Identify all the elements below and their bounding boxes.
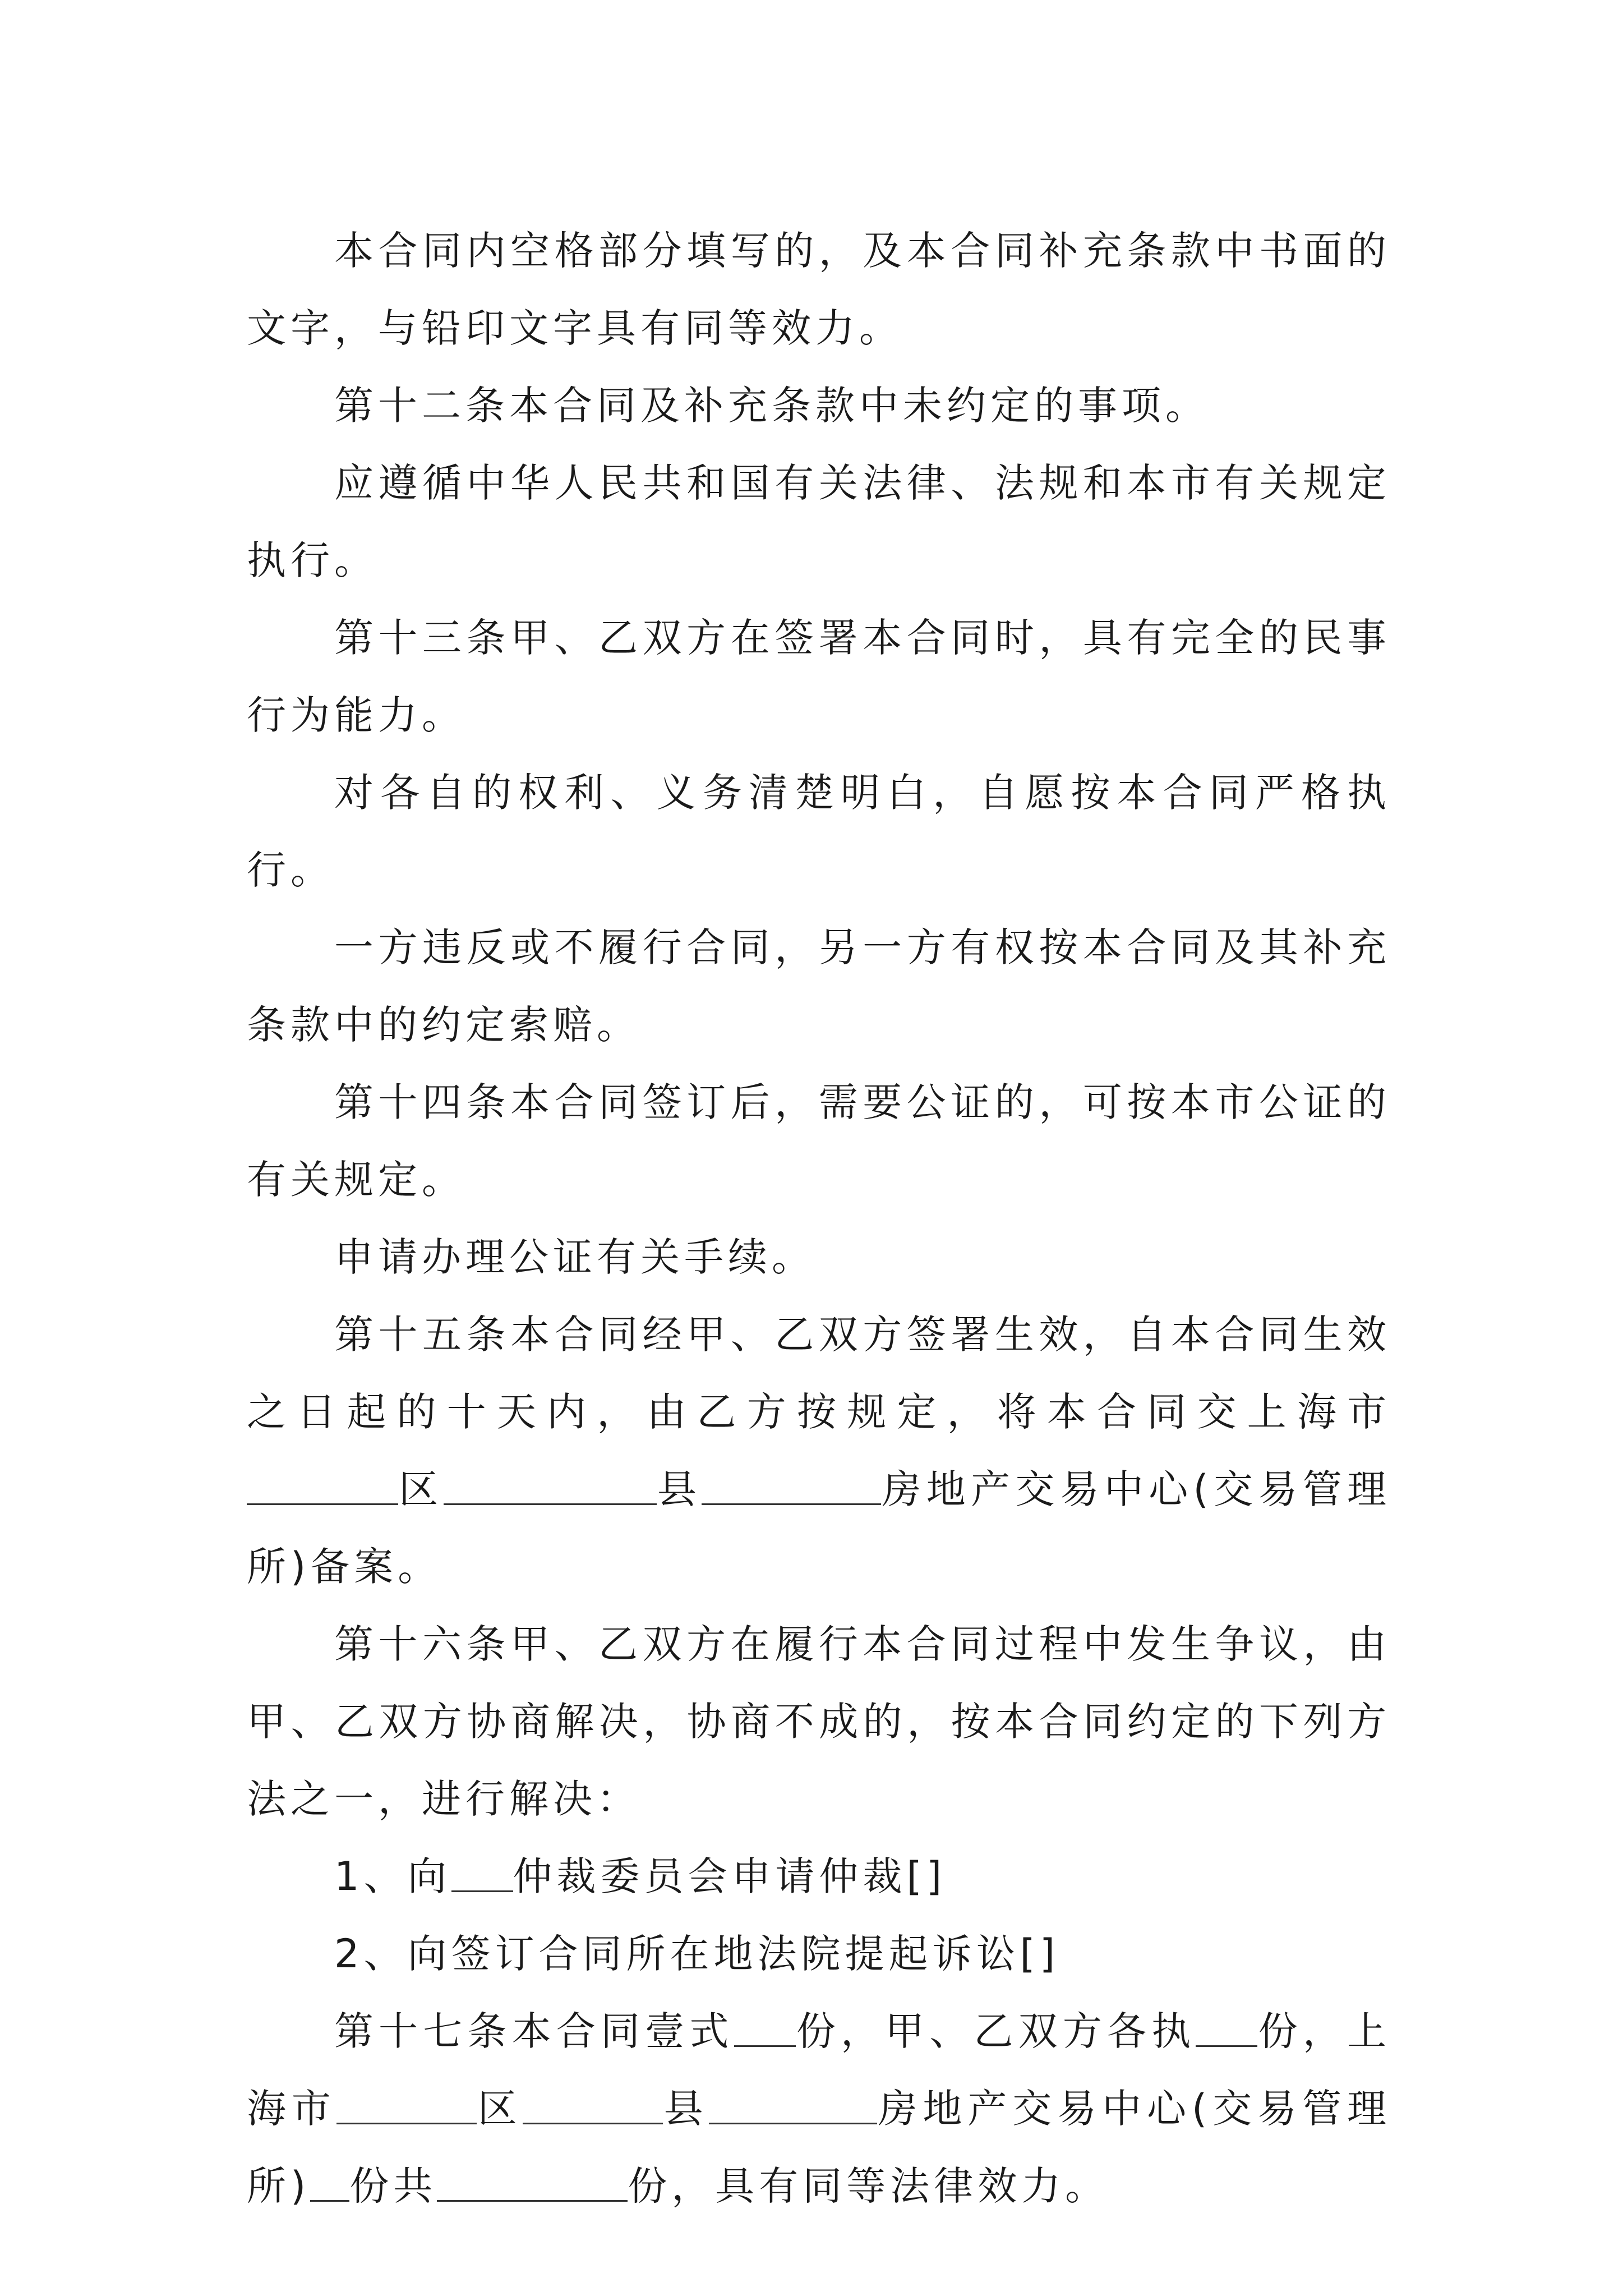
option-arbitration [247,1838,1391,1915]
article-17-text-b: 份，甲、乙双方各执 [795,2008,1196,2054]
article-17-text-h: 份，具有同等法律效力。 [628,2163,1109,2209]
article-15-text-a: 第十五条本合同经甲、乙双方签署生效，自本合同生效之日起的十天内，由乙方按规定，将本合同交上海市 [247,1312,1391,1435]
article-15-text-c: 县 [656,1466,702,1512]
article-15-text-d: 房地产交易中心(交易管理所)备案。 [247,1466,1391,1590]
document-body [247,212,1391,2225]
blank-field-copies-each[interactable] [1196,2008,1257,2047]
paragraph-blank-fill-effect: 本合同内空格部分填写的，及本合同补充条款中书面的文字，与铅印文字具有同等效力。 [247,228,1391,351]
blank-field-center-copies[interactable] [310,2163,349,2202]
blank-field-county[interactable] [702,1466,881,1505]
article-17-text-e: 县 [662,2086,709,2132]
paragraph-article-15 [247,1296,1391,1605]
article-17-text-g: 份共 [349,2163,437,2209]
article-17-text-d: 区 [476,2086,523,2132]
blank-field-district[interactable] [444,1466,657,1505]
article-17-text-f: 房地产交易中心(交易管理所) [247,2086,1391,2209]
blank-field-district-2[interactable] [336,2086,477,2124]
paragraph-article-14: 第十四条本合同签订后，需要公证的，可按本市公证的有关规定。 [247,1079,1391,1203]
paragraph-follow-laws: 应遵循中华人民共和国有关法律、法规和本市有关规定执行。 [247,460,1391,583]
blank-field-copies-total[interactable] [734,2008,796,2047]
option-litigation: 2、向签订合同所在地法院提起诉讼[] [334,1931,1060,1977]
blank-field-grand-total[interactable] [437,2163,628,2202]
paragraph-article-16: 第十六条甲、乙双方在履行本合同过程中发生争议，由甲、乙双方协商解决，协商不成的，按本合同约定的下列方法之一，进行解决： [247,1621,1391,1822]
article-15-text-b: 区 [398,1466,444,1512]
paragraph-article-17 [247,1993,1391,2225]
blank-field-county-2[interactable] [523,2086,663,2124]
option-1-text-a: 1、向 [334,1853,451,1899]
paragraph-article-13: 第十三条甲、乙双方在签署本合同时，具有完全的民事行为能力。 [247,615,1391,738]
paragraph-rights-duties: 对各自的权利、义务清楚明白，自愿按本合同严格执行。 [247,770,1391,893]
blank-field-exchange-center[interactable] [709,2086,877,2124]
paragraph-article-12: 第十二条本合同及补充条款中未约定的事项。 [334,383,1209,429]
paragraph-notarization: 申请办理公证有关手续。 [334,1234,815,1280]
blank-field-arbitration-committee[interactable] [451,1853,513,1892]
paragraph-breach-claim: 一方违反或不履行合同，另一方有权按本合同及其补充条款中的约定索赔。 [247,924,1391,1048]
blank-field-city[interactable] [247,1466,398,1505]
option-1-text-b: 仲裁委员会申请仲裁[] [513,1853,947,1899]
article-17-text-a: 第十七条本合同壹式 [334,2008,734,2054]
article-17-text-c: 份，上海市 [247,2008,1391,2132]
